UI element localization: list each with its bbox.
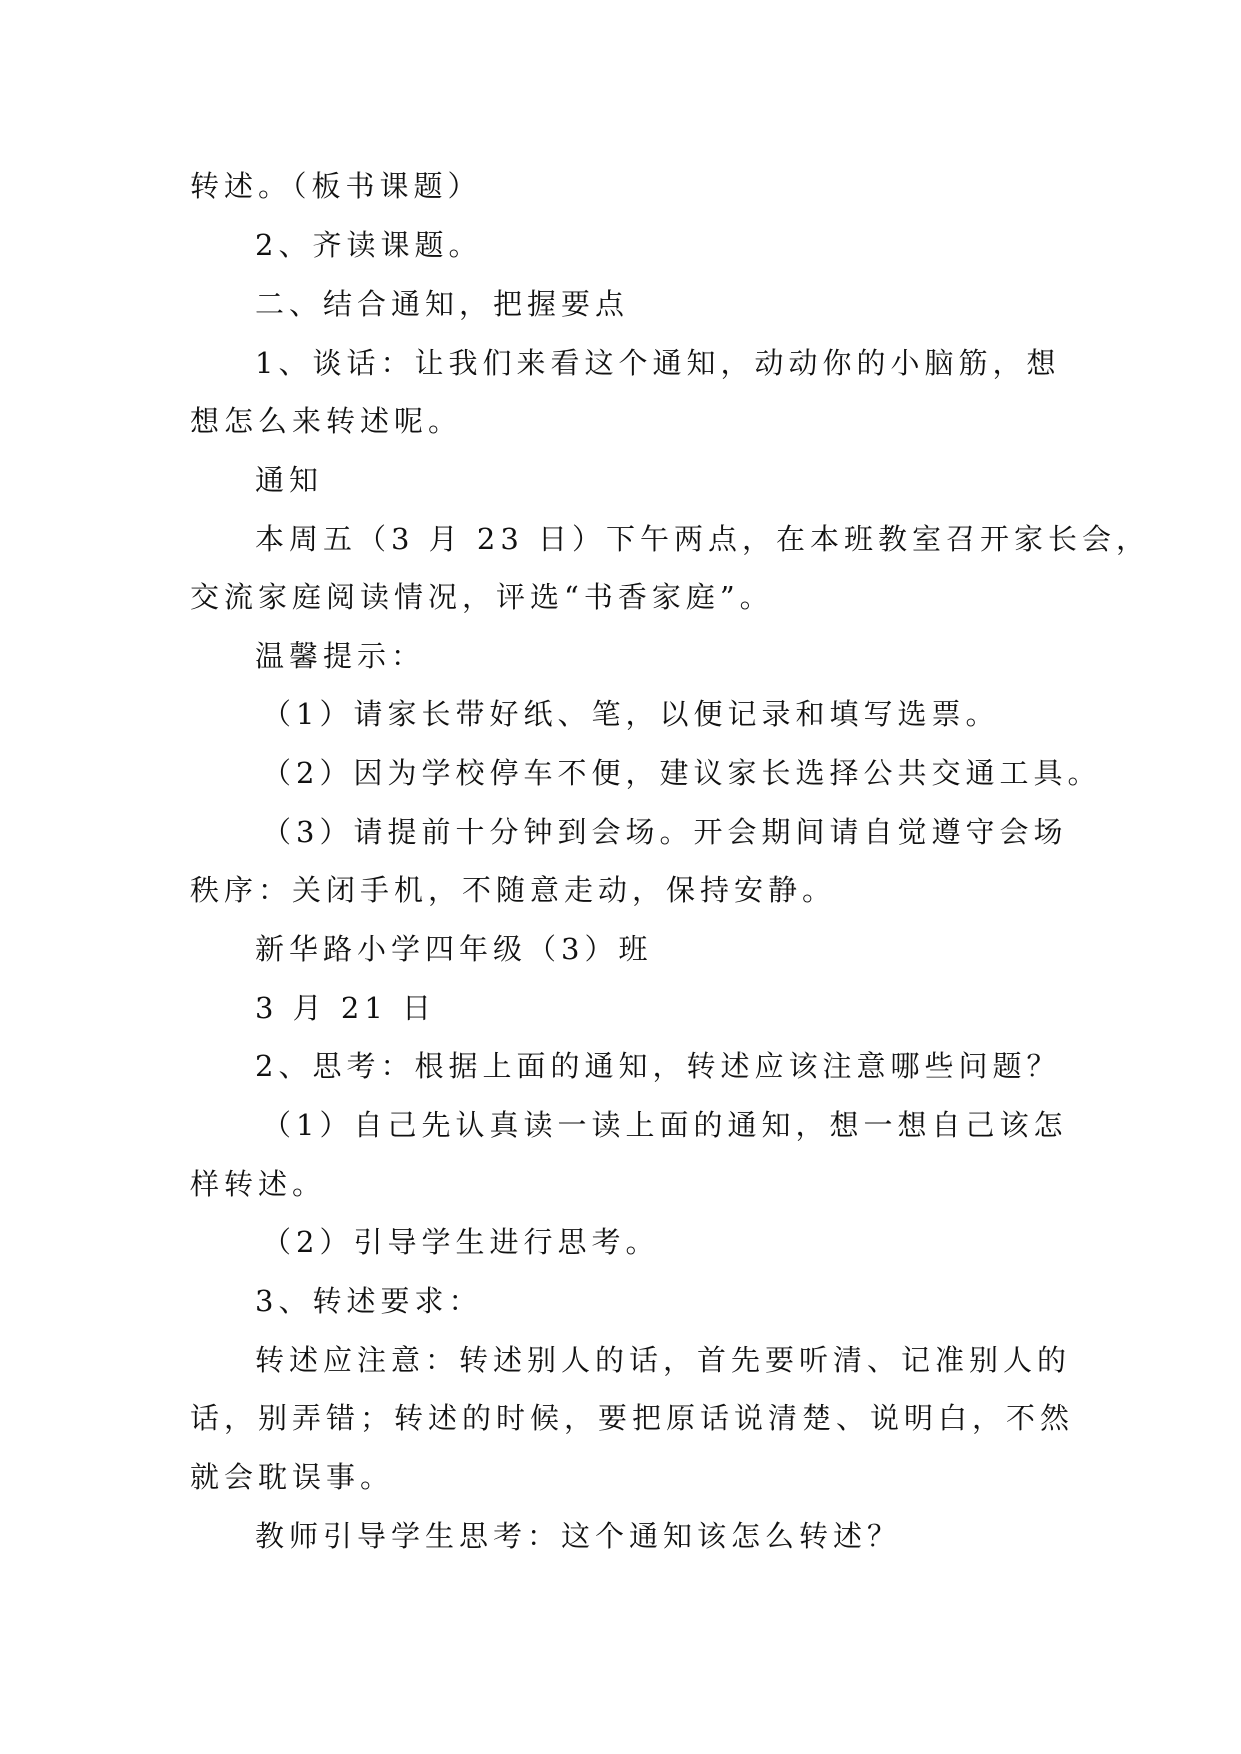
- notice-tip-item: （3）请提前十分钟到会场。开会期间请自觉遵守会场: [262, 815, 1068, 849]
- text-line: 1、谈话：让我们来看这个通知，动动你的小脑筋，想: [255, 346, 1061, 380]
- notice-tip-item: 秩序：关闭手机，不随意走动，保持安静。: [190, 873, 837, 907]
- text-line: 话，别弄错；转述的时候，要把原话说清楚、说明白，不然: [190, 1401, 1075, 1435]
- text-line: 转述。（板书课题）: [190, 169, 482, 203]
- notice-body-line: 交流家庭阅读情况，评选“书香家庭”。: [190, 580, 774, 614]
- notice-body-line: 本周五（3 月 23 日）下午两点，在本班教室召开家长会，: [255, 522, 1151, 556]
- text-line: 2、齐读课题。: [255, 228, 483, 262]
- text-line: 2、思考：根据上面的通知，转述应该注意哪些问题？: [255, 1049, 1061, 1083]
- text-line: （1）自己先认真读一读上面的通知，想一想自己该怎: [262, 1108, 1068, 1142]
- text-line: 教师引导学生思考：这个通知该怎么转述？: [255, 1519, 902, 1553]
- notice-tip-item: （2）因为学校停车不便，建议家长选择公共交通工具。: [262, 756, 1102, 790]
- text-line: 想怎么来转述呢。: [190, 404, 463, 438]
- text-line: 3、转述要求：: [255, 1284, 483, 1318]
- section-heading: 二、结合通知，把握要点: [255, 287, 630, 321]
- notice-signature: 新华路小学四年级（3）班: [255, 932, 653, 966]
- text-line: 转述应注意：转述别人的话，首先要听清、记准别人的: [255, 1343, 1072, 1377]
- notice-tips-heading: 温馨提示：: [255, 639, 426, 673]
- notice-tip-item: （1）请家长带好纸、笔，以便记录和填写选票。: [262, 697, 1000, 731]
- text-line: 就会耽误事。: [190, 1460, 395, 1494]
- text-line: （2）引导学生进行思考。: [262, 1225, 660, 1259]
- notice-date: 3 月 21 日: [255, 991, 437, 1025]
- notice-title: 通知: [255, 463, 324, 497]
- text-line: 样转述。: [190, 1167, 327, 1201]
